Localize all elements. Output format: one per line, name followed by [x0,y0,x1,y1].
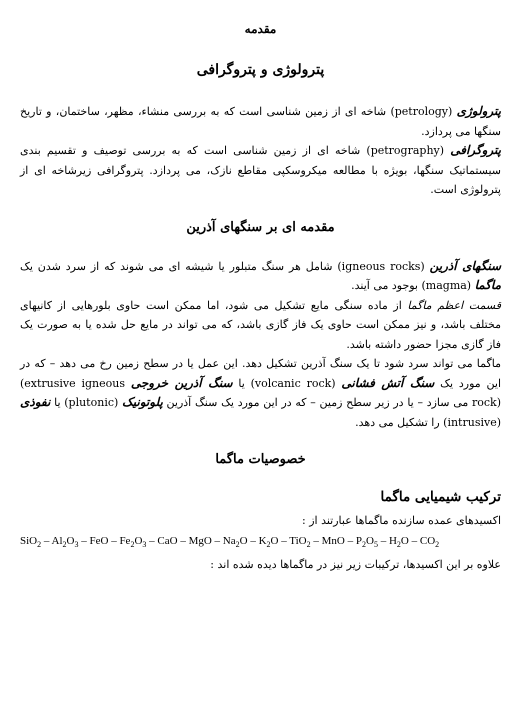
oxide-formula: $Fe_2O_3$ [119,534,147,549]
oxide-formula: CaO [157,534,178,547]
term-plutonic: پلوتونیک [122,395,163,409]
section-title-petrology: پترولوژی و پتروگرافی [196,62,325,78]
oxide-formula: $CO_2$ [419,534,440,549]
oxide-formula-list: $SiO_2 - Al_2O_3$ – FeO – $Fe_2O_3$ – CaO – MgO – $Na_2O - K_2O - TiO_2$ – MnO – $P_2O_5 - H_2O - CO_2$ [20,534,440,549]
oxide-formula: SiO$_2$ [20,534,42,549]
page-heading: مقدمه [244,22,277,36]
oxide-formula: FeO [89,534,109,547]
oxide-formula: TiO$_2$ [289,534,311,549]
subsection-title-chemical-composition: ترکیب شیمیایی ماگما [380,489,501,505]
igneous-definition-text: شامل هر سنگ متبلور یا شیشه ای می شوند که از سرد شدن یک [20,259,333,273]
term-petrology: پترولوژی [456,104,502,118]
paragraph-major-oxides: اکسیدهای عمده سازنده ماگماها عبارتند از : [302,514,501,527]
cooling-text-e: را تشکیل می دهد. [355,415,440,429]
term-intrusive-en: (intrusive) [443,415,501,429]
section-title-magma-properties: خصوصیات ماگما [215,452,306,467]
paragraph-other-compounds: علاوه بر این اکسیدها، ترکیبات زیر نیز در ماگماها دیده شده اند : [210,557,501,571]
term-petrology-en: (petrology) [390,105,453,118]
cooling-text-a: ماگما می تواند سرد شود تا یک سنگ آذرین تشکیل دهد. این عمل یا در سطح زمین رخ می دهد – که در این مورد یک [20,357,501,390]
term-magma-en: (magma) [421,279,472,292]
oxide-formula: $Al_2O_3$ [51,534,79,549]
cooling-text-c: می سازد – یا در زیر سطح زمین – که در این مورد یک سنگ آذرین [166,396,469,409]
paragraph-petrology [20,102,501,141]
paragraph-magma-cooling [20,354,501,432]
term-petrography-en: (petrography) [366,144,445,157]
paragraph-magma-composition [20,296,501,355]
term-intrusive: نفوذی [20,395,51,409]
term-plutonic-en: (plutonic) [64,396,119,409]
term-volcanic-rock-en: (volcanic rock) [250,376,336,390]
petrography-definition: شاخه ای از زمین شناسی است که به بررسی توصیف و تقسیم بندی سیستماتیک سنگها، بویژه با مطالعه میکروسکپی مقاطع نازک، می پردازد. پتروگرافی زیرشاخه ای از پترولوژی است. [20,144,501,196]
term-extrusive-rock: سنگ آذرین خروجی [130,375,233,390]
oxide-formula: MgO [188,534,212,547]
oxide-formula: $H_2O$ [388,534,409,549]
section-title-igneous: مقدمه ای بر سنگهای آذرین [186,219,335,235]
igneous-definition-end: بوجود می آیند. [351,279,418,292]
oxide-formula: $K_2O$ [258,534,279,549]
cooling-text-d: یا [54,396,61,409]
term-extrusive-rock-en: (extrusive igneous rock) [20,376,501,409]
oxide-formula: $P_2O_5$ [355,534,378,549]
term-igneous-rocks-en: (igneous rocks) [337,259,425,273]
oxide-formula: MnO [321,534,345,547]
magma-composition-text: از ماده سنگی مایع تشکیل می شود، اما ممکن است حاوی بلورهایی از کانیهای مختلف باشد، و نیز ممکن است حاوی یک فاز گازی باشد، که می تواند در مایع حل شده یا به صورت یک فاز گازی مجزا حضور داشته باشد. [20,298,501,351]
paragraph-igneous-rocks [20,257,501,296]
term-volcanic-rock: سنگ آتش فشانی [341,375,435,390]
petrology-definition: شاخه ای از زمین شناسی است که به بررسی منشاء، مظهر، ساختمان، و تاریخ سنگها می پردازد. [20,105,501,138]
term-petrography: پتروگرافی [450,143,501,157]
term-igneous-rocks: سنگهای آذرین [429,258,502,273]
term-magma: ماگما [474,278,501,292]
magma-lead-phrase: قسمت اعظم ماگما [407,298,501,312]
oxide-formula: $Na_2O$ [222,534,248,549]
cooling-text-b: یا [238,376,245,390]
paragraph-petrography [20,141,501,200]
